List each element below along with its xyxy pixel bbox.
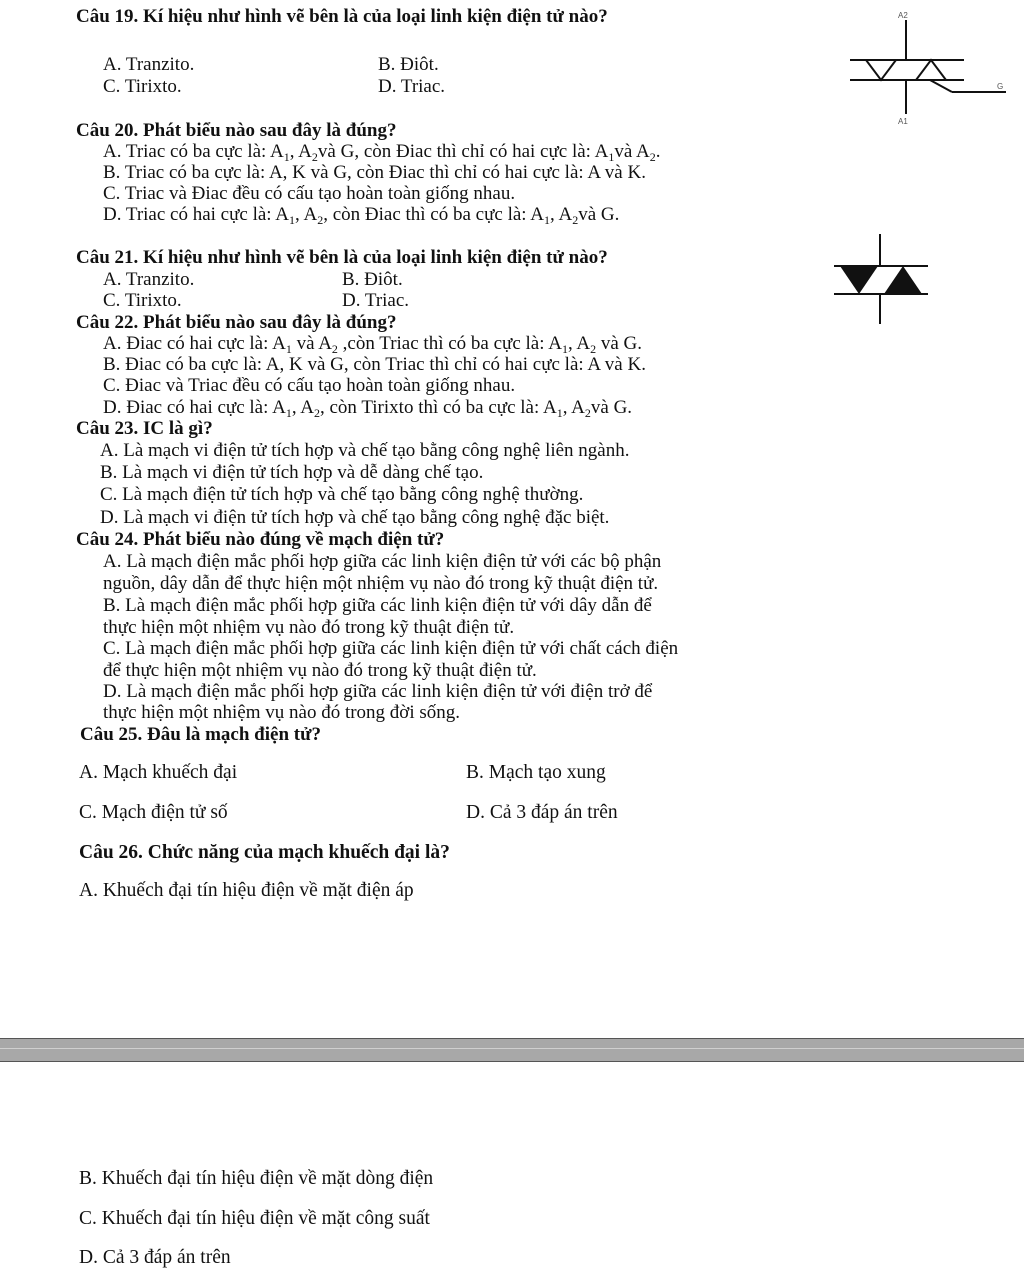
question-21-title: Câu 21. Kí hiệu như hình vẽ bên là của loại linh kiện điện tử nào? [76, 247, 608, 268]
question-24-option-a-line2: nguồn, dây dẫn để thực hiện một nhiệm vụ nào đó trong kỹ thuật điện tử. [103, 573, 659, 594]
triac-label-a2: A2 [898, 11, 908, 20]
question-22-title: Câu 22. Phát biểu nào sau đây là đúng? [76, 312, 397, 333]
question-22-option-c: C. Điac và Triac đều có cấu tạo hoàn toàn giống nhau. [103, 375, 516, 396]
question-26-option-b: B. Khuếch đại tín hiệu điện về mặt dòng điện [79, 1168, 434, 1189]
question-23-option-b: B. Là mạch vi điện tử tích hợp và dễ dàng chế tạo. [100, 462, 484, 483]
question-22-option-a: A. Điac có hai cực là: $A_1$ và $A_2$ ,còn Triac thì có ba cực là: $A_1$, $A_2$ và G. [103, 333, 643, 356]
question-19-title: Câu 19. Kí hiệu như hình vẽ bên là của loại linh kiện điện tử nào? [76, 6, 608, 27]
question-25-option-a: A. Mạch khuếch đại [79, 762, 238, 783]
question-20-option-a: A. Triac có ba cực là: $A_1$, $A_2và$ G, còn Điac thì chỉ có hai cực là: $A_1và$ $A_2$. [103, 141, 661, 164]
question-23-option-a: A. Là mạch vi điện tử tích hợp và chế tạo bằng công nghệ liên ngành. [100, 440, 630, 461]
diac-symbol [830, 232, 930, 326]
question-24-option-d-line1: D. Là mạch điện mắc phối hợp giữa các linh kiện điện tử với điện trở để [103, 681, 653, 702]
question-20-option-c: C. Triac và Điac đều có cấu tạo hoàn toàn giống nhau. [103, 183, 516, 204]
triac-label-a1: A1 [898, 117, 908, 126]
question-24-option-d-line2: thực hiện một nhiệm vụ nào đó trong đời sống. [103, 702, 461, 723]
question-25-option-b: B. Mạch tạo xung [466, 762, 606, 783]
question-20-option-b: B. Triac có ba cực là: A, K và G, còn Điac thì chỉ có hai cực là: A và K. [103, 162, 646, 183]
question-26-option-d: D. Cả 3 đáp án trên [79, 1247, 231, 1268]
question-24-option-c-line1: C. Là mạch điện mắc phối hợp giữa các linh kiện điện tử với chất cách điện [103, 638, 679, 659]
question-19-option-b: B. Điôt. [378, 54, 439, 75]
question-24-title: Câu 24. Phát biểu nào đúng về mạch điện tử? [76, 529, 445, 550]
question-20-title: Câu 20. Phát biểu nào sau đây là đúng? [76, 120, 397, 141]
question-21-option-c: C. Tirixto. [103, 290, 182, 311]
question-24-option-a-line1: A. Là mạch điện mắc phối hợp giữa các linh kiện điện tử với các bộ phận [103, 551, 662, 572]
question-25-title: Câu 25. Đâu là mạch điện tử? [80, 724, 322, 745]
question-19-option-d: D. Triac. [378, 76, 446, 97]
question-24-option-c-line2: để thực hiện một nhiệm vụ nào đó trong kỹ thuật điện tử. [103, 660, 537, 681]
question-19-option-a: A. Tranzito. [103, 54, 195, 75]
question-20-option-d: D. Triac có hai cực là: $A_1$, $A_2$, còn Điac thì có ba cực là: $A_1$, $A_2và$ G. [103, 204, 620, 227]
question-26-title: Câu 26. Chức năng của mạch khuếch đại là? [79, 842, 450, 863]
question-22-option-b: B. Điac có ba cực là: A, K và G, còn Triac thì chỉ có hai cực là: A và K. [103, 354, 646, 375]
triac-symbol [846, 6, 1016, 128]
question-24-option-b-line2: thực hiện một nhiệm vụ nào đó trong kỹ thuật điện tử. [103, 617, 515, 638]
question-21-option-a: A. Tranzito. [103, 269, 195, 290]
question-26-option-a: A. Khuếch đại tín hiệu điện về mặt điện áp [79, 880, 414, 901]
question-25-option-c: C. Mạch điện tử số [79, 802, 228, 823]
question-26-option-c: C. Khuếch đại tín hiệu điện về mặt công suất [79, 1208, 430, 1229]
page-break-divider [0, 1038, 1024, 1062]
question-21-option-d: D. Triac. [342, 290, 410, 311]
question-19-option-c: C. Tirixto. [103, 76, 182, 97]
question-22-option-d: D. Điac có hai cực là: $A_1$, $A_2$, còn Tirixto thì có ba cực là: $A_1$, $A_2và$ G. [103, 397, 633, 420]
question-23-title: Câu 23. IC là gì? [76, 418, 213, 439]
question-24-option-b-line1: B. Là mạch điện mắc phối hợp giữa các linh kiện điện tử với dây dẫn để [103, 595, 652, 616]
question-23-option-d: D. Là mạch vi điện tử tích hợp và chế tạo bằng công nghệ đặc biệt. [100, 507, 610, 528]
question-25-option-d: D. Cả 3 đáp án trên [466, 802, 618, 823]
question-23-option-c: C. Là mạch điện tử tích hợp và chế tạo bằng công nghệ thường. [100, 484, 584, 505]
triac-label-g: G [997, 82, 1004, 91]
question-21-option-b: B. Điôt. [342, 269, 403, 290]
